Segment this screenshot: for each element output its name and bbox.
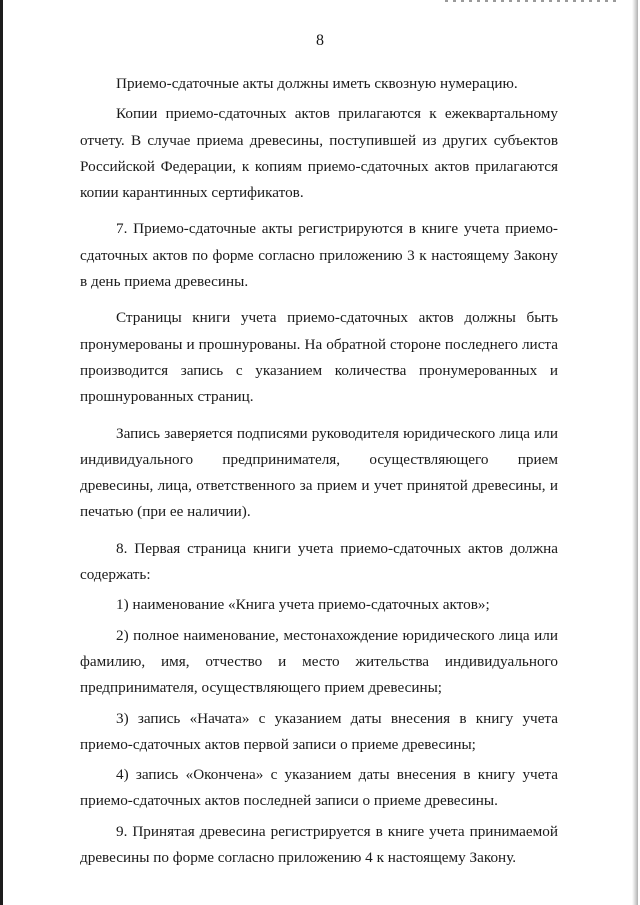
scan-right-edge (632, 0, 638, 905)
scan-top-mark (445, 0, 620, 2)
list-item-3: 3) запись «Начата» с указанием даты внесения в книгу учета приемо-сдаточных актов первой записи о приеме древесины; (80, 709, 558, 753)
paragraph-numbering: Приемо-сдаточные акты должны иметь сквозную нумерацию. (116, 75, 518, 92)
paragraph-copies: Копии приемо-сдаточных актов прилагаются к ежеквартальному отчету. В случае приема древесины, поступившей из других субъектов Российской Федерации, к копиям приемо-сдаточных актов прилагаются копии карантинных сертификатов. (80, 105, 558, 202)
paragraph-item-8: 8. Первая страница книги учета приемо-сдаточных актов должна содержать: (80, 539, 558, 584)
paragraph-signatures: Запись заверяется подписями руководителя юридического лица или индивидуального предпринимателя, осуществляющего прием древесины, лица, ответственного за прием и учет принятой древесины, и печатью (при ее наличии). (80, 424, 558, 521)
scan-left-edge (0, 0, 3, 905)
list-item-4: 4) запись «Окончена» с указанием даты внесения в книгу учета приемо-сдаточных актов последней записи о приеме древесины. (80, 766, 558, 810)
page-number: 8 (316, 32, 324, 49)
list-item-2: 2) полное наименование, местонахождение юридического лица или фамилию, имя, отчество и место жительства индивидуального предпринимателя, осуществляющего прием древесины; (80, 626, 558, 697)
paragraph-pages: Страницы книги учета приемо-сдаточных актов должны быть пронумерованы и прошнурованы. На обратной стороне последнего листа производится запись с указанием количества пронумерованных и прошнурованных страниц. (80, 309, 558, 406)
paragraph-item-7: 7. Приемо-сдаточные акты регистрируются в книге учета приемо-сдаточных актов по форме согласно приложению 3 к настоящему Закону в день приема древесины. (80, 220, 558, 291)
paragraph-item-9: 9. Принятая древесина регистрируется в книге учета принимаемой древесины по форме согласно приложению 4 к настоящему Закону. (80, 822, 558, 867)
list-item-1: 1) наименование «Книга учета приемо-сдаточных актов»; (116, 596, 490, 614)
document-body (80, 71, 558, 875)
